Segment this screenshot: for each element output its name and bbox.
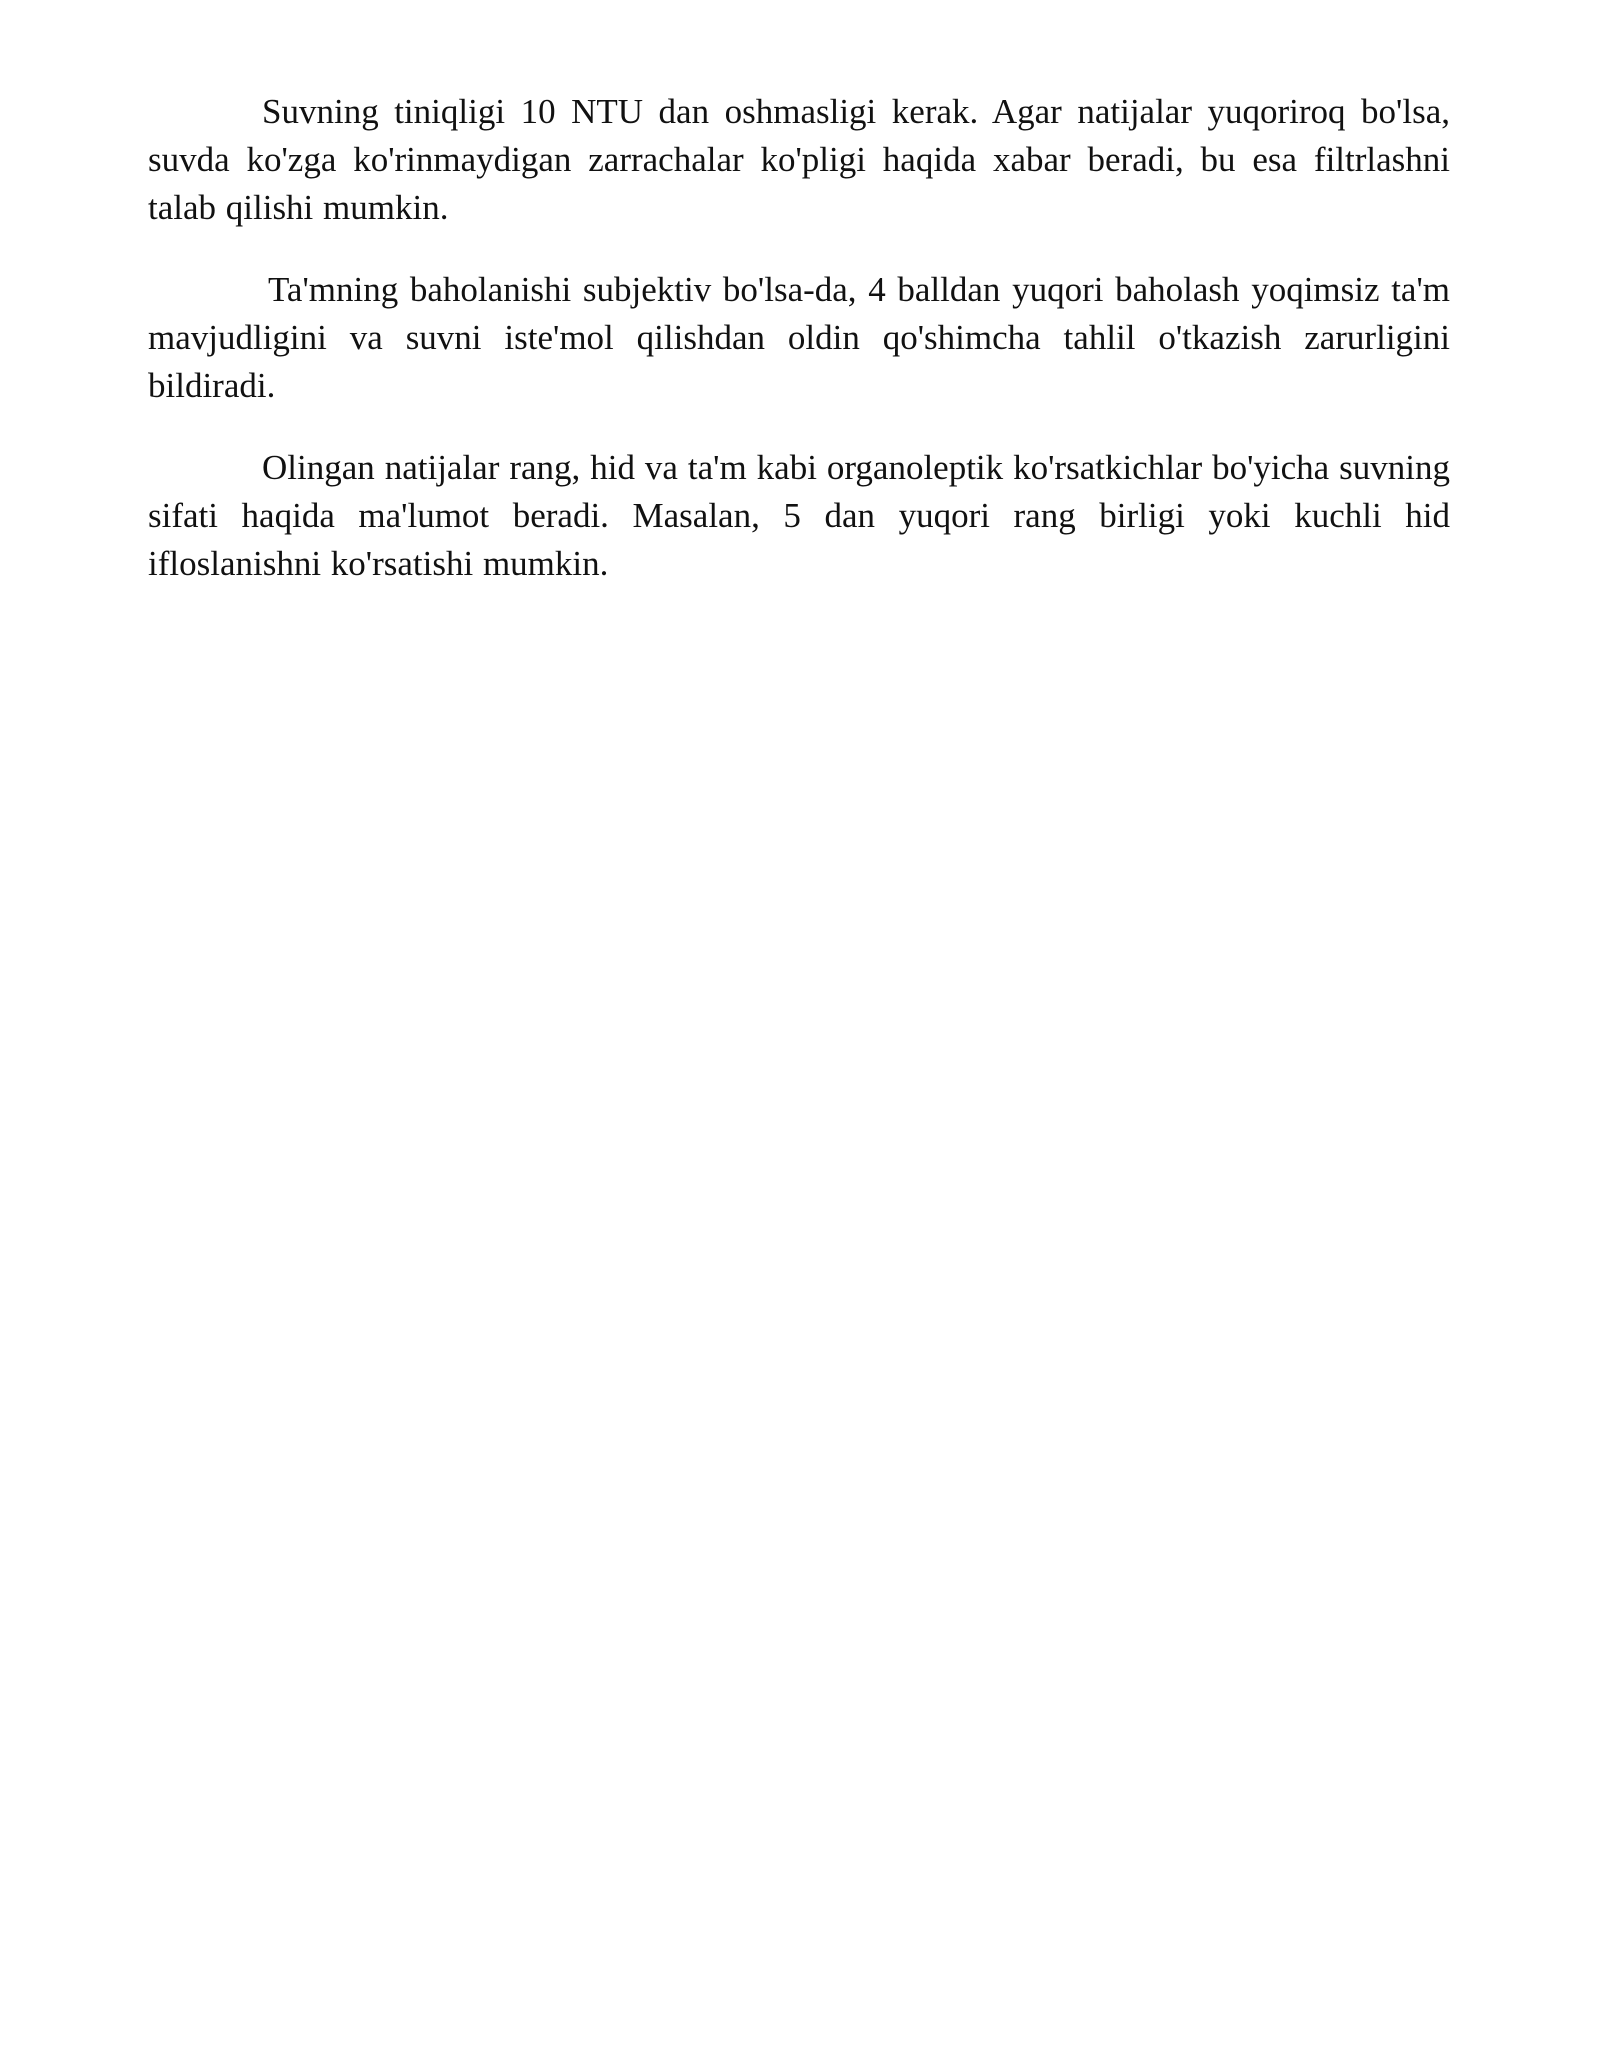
- paragraph-clarity: Suvning tiniqligi 10 NTU dan oshmasligi kerak. Agar natijalar yuqoriroq bo'lsa, suvda ko'zga ko'rinmaydigan zarrachalar ko'pligi haqida xabar beradi, bu esa filtrlashni talab qilishi mumkin.: [148, 92, 1450, 227]
- document-body: [148, 88, 1450, 622]
- paragraph-taste: Ta'mning baholanishi subjektiv bo'lsa-da, 4 balldan yuqori baholash yoqimsiz ta'm mavjudligini va suvni iste'mol qilishdan oldin qo'shimcha tahlil o'tkazish zarurligini bildiradi.: [148, 270, 1450, 405]
- paragraph-organoleptic: Olingan natijalar rang, hid va ta'm kabi organoleptik ko'rsatkichlar bo'yicha suvning sifati haqida ma'lumot beradi. Masalan, 5 dan yuqori rang birligi yoki kuchli hid ifloslanishni ko'rsatishi mumkin.: [148, 448, 1450, 583]
